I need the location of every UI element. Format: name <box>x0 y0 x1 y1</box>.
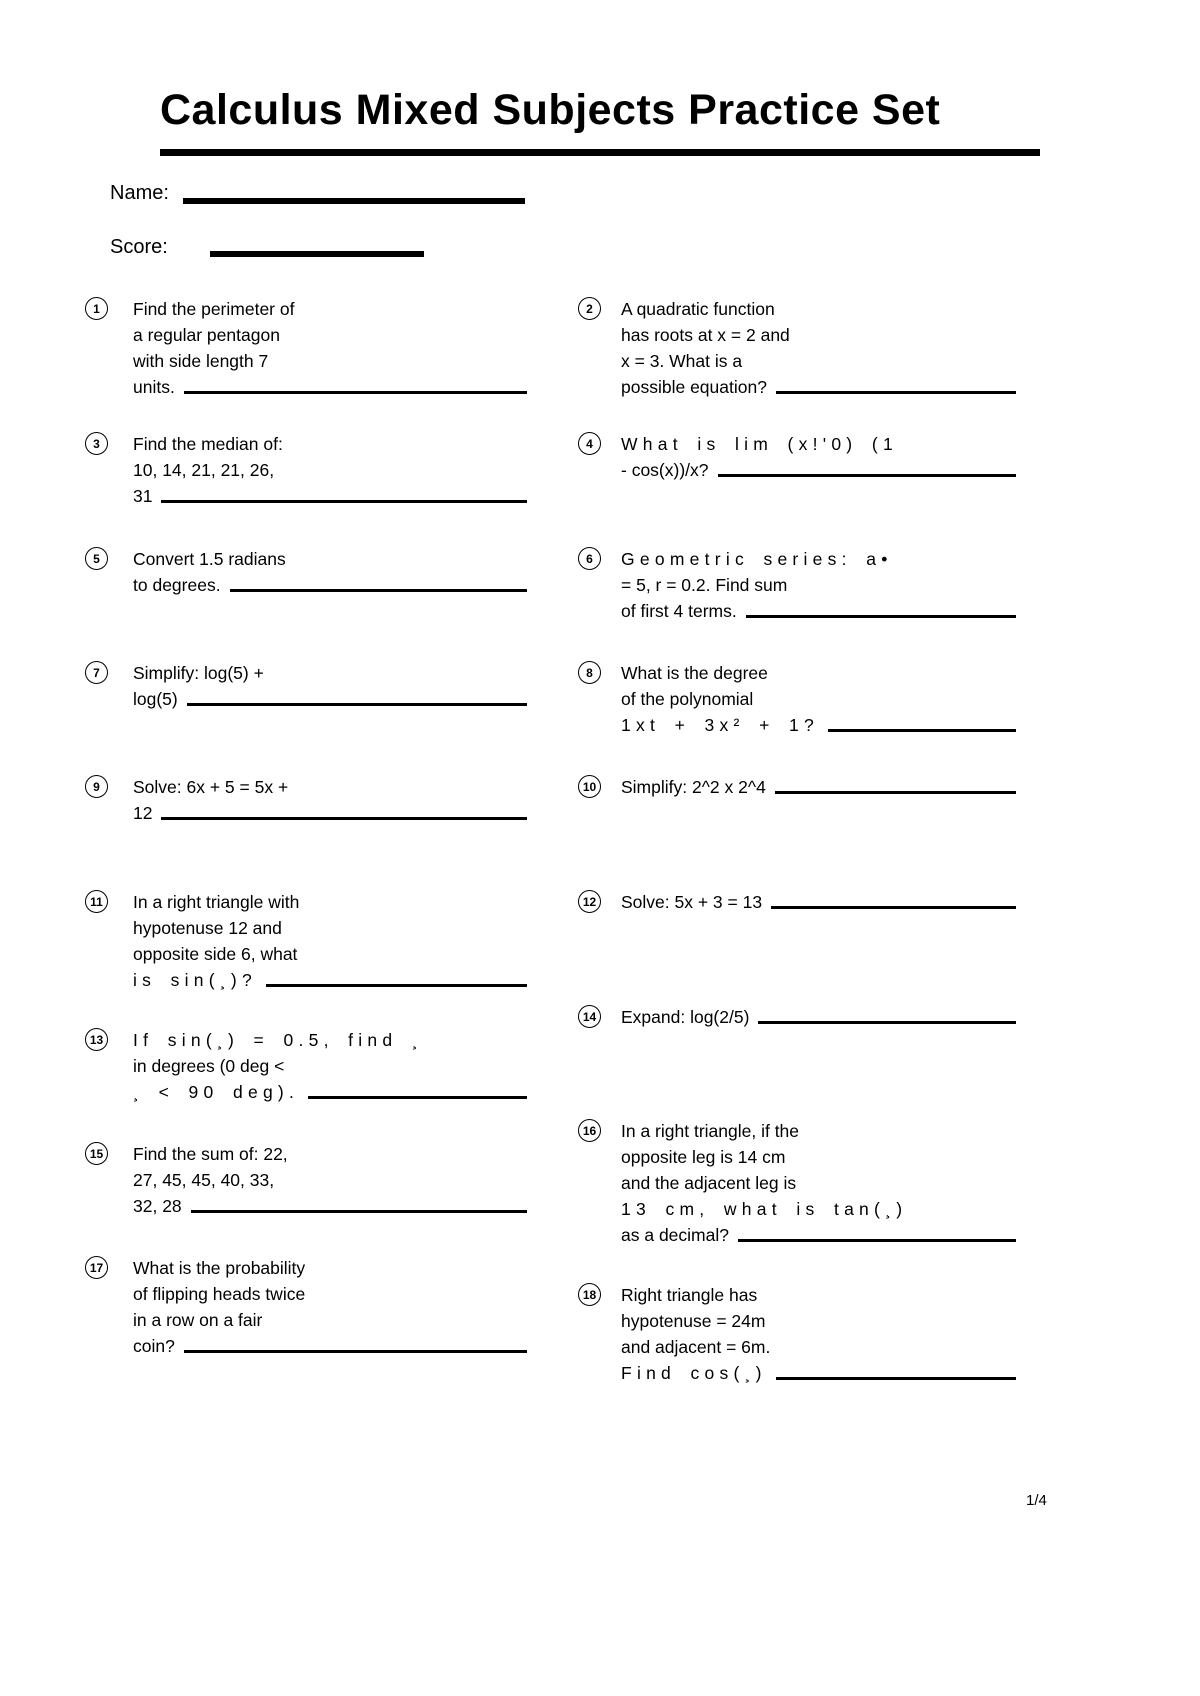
question-number-badge: 9 <box>85 775 108 798</box>
page-number: 1/4 <box>1026 1492 1047 1509</box>
answer-blank-line <box>161 817 527 820</box>
question-text: 12 <box>133 803 153 823</box>
question-text: a regular pentagon <box>133 325 280 345</box>
answer-blank-line <box>161 500 527 503</box>
question-body <box>621 1282 1016 1386</box>
name-blank-line <box>183 198 525 204</box>
question-body <box>133 774 527 826</box>
question-body <box>133 1255 527 1359</box>
answer-blank-line <box>266 984 527 987</box>
question-line <box>621 889 1016 915</box>
question-text: units. <box>133 377 175 397</box>
question-line <box>621 348 1016 374</box>
answer-blank-line <box>184 391 527 394</box>
question-number-badge: 7 <box>85 661 108 684</box>
answer-blank-line <box>771 906 1016 909</box>
question-number-badge: 6 <box>578 547 601 570</box>
answer-blank-line <box>230 589 527 592</box>
question-7 <box>85 660 527 712</box>
question-line <box>133 1167 527 1193</box>
question-text: 10, 14, 21, 21, 26, <box>133 460 275 480</box>
question-text: - cos(x))/x? <box>621 460 709 480</box>
question-line <box>621 572 1016 598</box>
answer-blank-line <box>758 1021 1016 1024</box>
question-body <box>621 296 1016 400</box>
question-text: hypotenuse 12 and <box>133 918 282 938</box>
question-text: x = 3. What is a <box>621 351 743 371</box>
question-number-badge: 2 <box>578 297 601 320</box>
question-body <box>621 546 1016 624</box>
question-14 <box>578 1004 1016 1030</box>
answer-blank-line <box>828 729 1016 732</box>
question-text: In a right triangle with <box>133 892 300 912</box>
answer-blank-line <box>776 391 1016 394</box>
question-text: 1xt + 3x² + 1? <box>621 715 820 735</box>
question-line <box>621 1334 1016 1360</box>
question-text: 27, 45, 45, 40, 33, <box>133 1170 275 1190</box>
answer-blank-line <box>775 791 1016 794</box>
score-blank-line <box>210 251 424 257</box>
question-text: of first 4 terms. <box>621 601 737 621</box>
question-line <box>133 1079 527 1105</box>
question-number-badge: 12 <box>578 890 601 913</box>
answer-blank-line <box>738 1239 1016 1242</box>
question-line <box>133 431 527 457</box>
question-body <box>133 431 527 509</box>
question-body <box>621 1118 1016 1248</box>
question-6 <box>578 546 1016 624</box>
question-line <box>133 572 527 598</box>
question-15 <box>85 1141 527 1219</box>
answer-blank-line <box>776 1377 1016 1380</box>
question-3 <box>85 431 527 509</box>
question-text: ¸ < 90 deg). <box>133 1082 300 1102</box>
question-body <box>133 296 527 400</box>
question-line <box>621 774 1016 800</box>
question-line <box>621 296 1016 322</box>
question-line <box>621 1308 1016 1334</box>
question-text: Right triangle has <box>621 1285 758 1305</box>
question-text: Convert 1.5 radians <box>133 549 286 569</box>
question-number-badge: 1 <box>85 297 108 320</box>
question-number-badge: 3 <box>85 432 108 455</box>
question-number-badge: 18 <box>578 1283 601 1306</box>
question-body <box>133 889 527 993</box>
question-line <box>621 686 1016 712</box>
question-line <box>133 915 527 941</box>
question-text: Find cos(¸) <box>621 1363 767 1383</box>
question-13 <box>85 1027 527 1105</box>
question-text: has roots at x = 2 and <box>621 325 790 345</box>
question-text: If sin(¸) = 0.5, find ¸ <box>133 1030 423 1050</box>
question-line <box>621 660 1016 686</box>
question-text: 31 <box>133 486 153 506</box>
question-17 <box>85 1255 527 1359</box>
question-number-badge: 8 <box>578 661 601 684</box>
question-text: Find the perimeter of <box>133 299 295 319</box>
question-body <box>621 889 1016 915</box>
answer-blank-line <box>746 615 1016 618</box>
question-text: is sin(¸)? <box>133 970 257 990</box>
question-line <box>621 1282 1016 1308</box>
question-text: In a right triangle, if the <box>621 1121 800 1141</box>
question-line <box>133 374 527 400</box>
question-text: of flipping heads twice <box>133 1284 306 1304</box>
question-line <box>621 322 1016 348</box>
question-body <box>621 774 1016 800</box>
question-text: What is lim (x!'0) (1 <box>621 434 898 454</box>
question-text: 32, 28 <box>133 1196 182 1216</box>
question-line <box>621 546 1016 572</box>
question-text: Simplify: 2^2 x 2^4 <box>621 777 766 797</box>
question-12 <box>578 889 1016 915</box>
question-number-badge: 13 <box>85 1028 108 1051</box>
question-line <box>621 1222 1016 1248</box>
question-number-badge: 14 <box>578 1005 601 1028</box>
question-18 <box>578 1282 1016 1386</box>
question-line <box>621 1170 1016 1196</box>
question-number-badge: 10 <box>578 775 601 798</box>
question-text: in degrees (0 deg < <box>133 1056 285 1076</box>
question-line <box>133 1141 527 1167</box>
question-line <box>133 1027 527 1053</box>
question-body <box>621 660 1016 738</box>
question-9 <box>85 774 527 826</box>
question-text: What is the degree <box>621 663 768 683</box>
question-line <box>133 967 527 993</box>
question-line <box>621 1144 1016 1170</box>
question-line <box>621 598 1016 624</box>
question-body <box>621 431 1016 483</box>
question-text: log(5) <box>133 689 178 709</box>
question-text: Find the median of: <box>133 434 283 454</box>
question-line <box>621 1196 1016 1222</box>
question-number-badge: 15 <box>85 1142 108 1165</box>
question-line <box>621 374 1016 400</box>
question-10 <box>578 774 1016 800</box>
question-text: Simplify: log(5) + <box>133 663 264 683</box>
question-text: Geometric series: a• <box>621 549 893 569</box>
answer-blank-line <box>184 1350 527 1353</box>
question-number-badge: 17 <box>85 1256 108 1279</box>
question-line <box>133 483 527 509</box>
question-text: opposite side 6, what <box>133 944 298 964</box>
question-number-badge: 4 <box>578 432 601 455</box>
question-1 <box>85 296 527 400</box>
question-line <box>621 1118 1016 1144</box>
question-text: as a decimal? <box>621 1225 729 1245</box>
question-text: of the polynomial <box>621 689 754 709</box>
question-11 <box>85 889 527 993</box>
question-line <box>133 1333 527 1359</box>
question-line <box>133 457 527 483</box>
answer-blank-line <box>187 703 527 706</box>
answer-blank-line <box>191 1210 527 1213</box>
question-text: What is the probability <box>133 1258 306 1278</box>
question-16 <box>578 1118 1016 1248</box>
question-text: coin? <box>133 1336 175 1356</box>
question-4 <box>578 431 1016 483</box>
question-line <box>133 296 527 322</box>
question-text: opposite leg is 14 cm <box>621 1147 786 1167</box>
question-body <box>133 1141 527 1219</box>
worksheet-title: Calculus Mixed Subjects Practice Set <box>160 86 941 134</box>
question-text: 13 cm, what is tan(¸) <box>621 1199 908 1219</box>
question-text: with side length 7 <box>133 351 269 371</box>
question-line <box>621 457 1016 483</box>
question-line <box>133 660 527 686</box>
question-text: in a row on a fair <box>133 1310 263 1330</box>
question-line <box>133 546 527 572</box>
question-number-badge: 16 <box>578 1119 601 1142</box>
question-line <box>621 431 1016 457</box>
question-line <box>133 1053 527 1079</box>
question-text: Solve: 5x + 3 = 13 <box>621 892 763 912</box>
question-8 <box>578 660 1016 738</box>
question-text: to degrees. <box>133 575 221 595</box>
question-text: and the adjacent leg is <box>621 1173 797 1193</box>
question-text: Find the sum of: 22, <box>133 1144 288 1164</box>
title-underline-rule <box>160 149 1040 156</box>
question-number-badge: 11 <box>85 890 108 913</box>
question-text: possible equation? <box>621 377 767 397</box>
question-line <box>133 941 527 967</box>
question-body <box>133 546 527 598</box>
question-text: hypotenuse = 24m <box>621 1311 766 1331</box>
question-5 <box>85 546 527 598</box>
question-line <box>621 712 1016 738</box>
score-label: Score: <box>110 236 168 258</box>
question-line <box>133 686 527 712</box>
question-line <box>621 1004 1016 1030</box>
question-line <box>133 800 527 826</box>
question-text: A quadratic function <box>621 299 775 319</box>
question-text: and adjacent = 6m. <box>621 1337 771 1357</box>
question-line <box>621 1360 1016 1386</box>
question-line <box>133 322 527 348</box>
question-line <box>133 348 527 374</box>
question-line <box>133 889 527 915</box>
question-2 <box>578 296 1016 400</box>
question-number-badge: 5 <box>85 547 108 570</box>
question-line <box>133 1307 527 1333</box>
question-body <box>133 660 527 712</box>
answer-blank-line <box>718 474 1017 477</box>
answer-blank-line <box>308 1096 527 1099</box>
question-line <box>133 1281 527 1307</box>
question-text: = 5, r = 0.2. Find sum <box>621 575 788 595</box>
question-line <box>133 774 527 800</box>
question-body <box>621 1004 1016 1030</box>
question-body <box>133 1027 527 1105</box>
name-label: Name: <box>110 182 169 204</box>
question-line <box>133 1193 527 1219</box>
question-text: Solve: 6x + 5 = 5x + <box>133 777 289 797</box>
question-text: Expand: log(2/5) <box>621 1007 750 1027</box>
question-line <box>133 1255 527 1281</box>
